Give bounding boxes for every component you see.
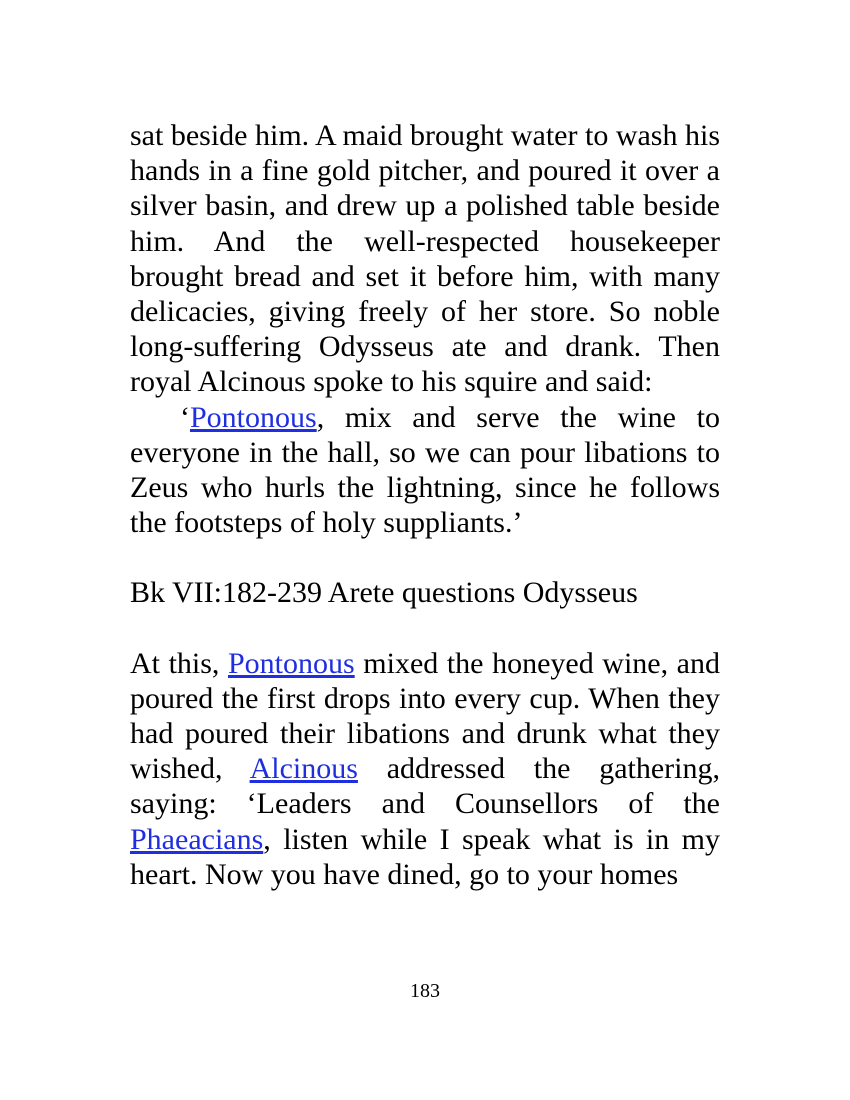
link-pontonous-2[interactable]: Pontonous	[228, 646, 355, 680]
link-pontonous[interactable]: Pontonous	[190, 400, 317, 434]
paragraph-3	[130, 646, 720, 892]
link-alcinous[interactable]: Alcinous	[249, 752, 358, 786]
paragraph-1: sat beside him. A maid brought water to wash his hands in a fine gold pitcher, and poured it over a silver basin, and drew up a polished table beside him. And the well-respected housekeeper brought bread and set it before him, with many delicacies, giving freely of her store. So noble long-suffering Odysseus ate and drank. Then royal Alcinous spoke to his squire and said:	[130, 119, 720, 399]
paragraph-3-part-3: addressed the gathering, saying: ‘Leaders and Counsellors of the	[130, 752, 720, 821]
link-phaeacians[interactable]: Phaeacians	[130, 822, 264, 856]
paragraph-2	[130, 400, 720, 541]
page-body	[130, 118, 720, 892]
paragraph-3-part-2: mixed the honeyed wine, and poured the first drops into every cup. When they had poured their libations and drunk what they wished,	[130, 646, 720, 786]
paragraph-3-part-4: , listen while I speak what is in my heart. Now you have dined, go to your homes	[130, 822, 720, 891]
paragraph-2-text: , mix and serve the wine to everyone in the hall, so we can pour libations to Zeus who hurls the lightning, since he follows the footsteps of holy suppliants.’	[130, 400, 720, 540]
paragraph-3-part-1: At this,	[130, 646, 228, 680]
open-quote: ‘	[180, 400, 190, 434]
page-number: 183	[410, 980, 440, 1002]
section-heading: Bk VII:182-239 Arete questions Odysseus	[130, 576, 638, 610]
